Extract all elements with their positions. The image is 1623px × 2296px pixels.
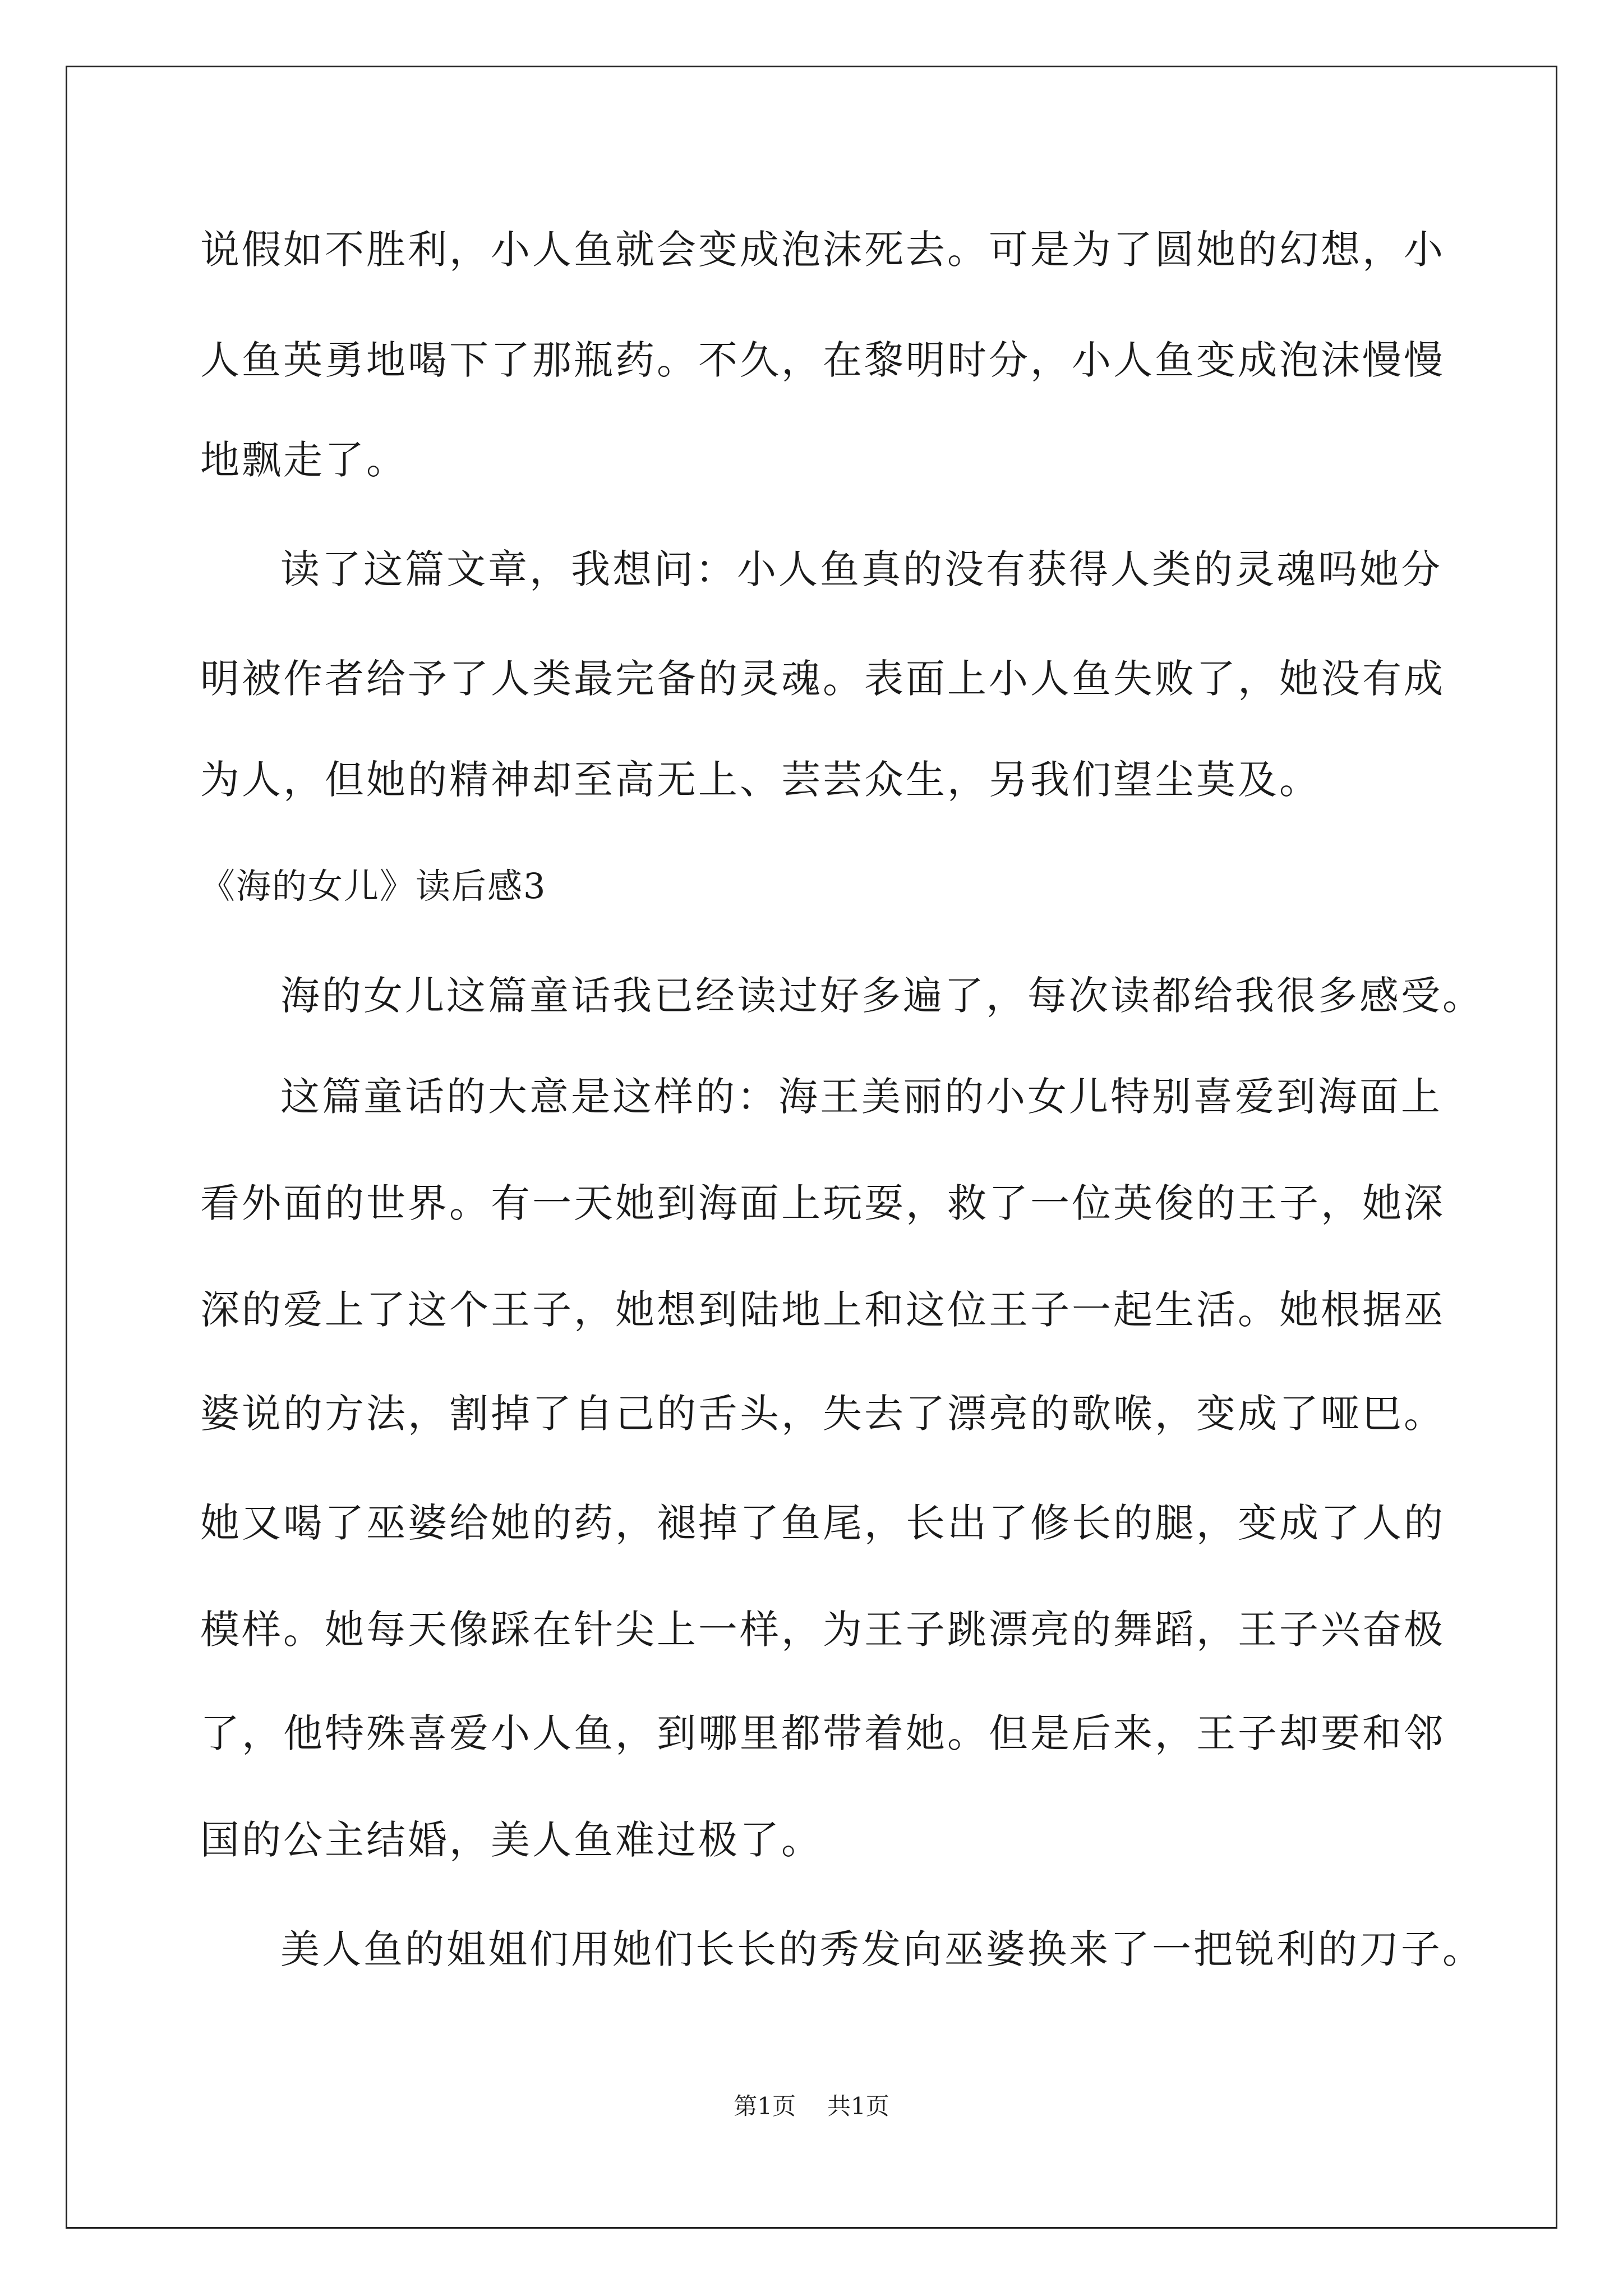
paragraph-first-line: 海的女儿这篇童话我已经读过好多遍了，每次读都给我很多感受。 [280,973,1484,1019]
body-text-line: 地飘走了。 [200,437,408,483]
page-total: 共1页 [827,2092,889,2120]
body-text-line: 国的公主结婚，美人鱼难过极了。 [200,1817,823,1863]
body-text-line: 了，他特殊喜爱小人鱼，到哪里都带着她。但是后来，王子却要和邻 [200,1710,1445,1756]
body-text-line: 她又喝了巫婆给她的药，褪掉了鱼尾，长出了修长的腿，变成了人的 [200,1500,1445,1546]
body-text-line: 为人，但她的精神却至高无上、芸芸众生，另我们望尘莫及。 [200,757,1321,803]
page-number: 第1页 [734,2092,796,2120]
body-text-line: 深的爱上了这个王子，她想到陆地上和这位王子一起生活。她根据巫 [200,1287,1445,1333]
paragraph-first-line: 美人鱼的姐姐们用她们长长的秀发向巫婆换来了一把锐利的刀子。 [280,1926,1484,1972]
paragraph-first-line: 读了这篇文章，我想问：小人鱼真的没有获得人类的灵魂吗她分 [280,546,1442,592]
page-footer [0,2090,1623,2123]
body-text-line: 明被作者给予了人类最完备的灵魂。表面上小人鱼失败了，她没有成 [200,656,1445,702]
body-text-line: 模样。她每天像踩在针尖上一样，为王子跳漂亮的舞蹈，王子兴奋极 [200,1607,1445,1653]
body-text-line: 说假如不胜利，小人鱼就会变成泡沫死去。可是为了圆她的幻想，小 [200,227,1445,273]
body-text-line: 人鱼英勇地喝下了那瓶药。不久，在黎明时分，小人鱼变成泡沫慢慢 [200,337,1445,383]
page-border [66,66,1557,2229]
paragraph-first-line: 这篇童话的大意是这样的：海王美丽的小女儿特别喜爱到海面上 [280,1074,1442,1120]
body-text-line: 婆说的方法，割掉了自己的舌头，失去了漂亮的歌喉，变成了哑巴。 [200,1391,1445,1437]
section-heading: 《海的女儿》读后感3 [200,866,547,907]
body-text-line: 看外面的世界。有一天她到海面上玩耍，救了一位英俊的王子，她深 [200,1180,1445,1226]
